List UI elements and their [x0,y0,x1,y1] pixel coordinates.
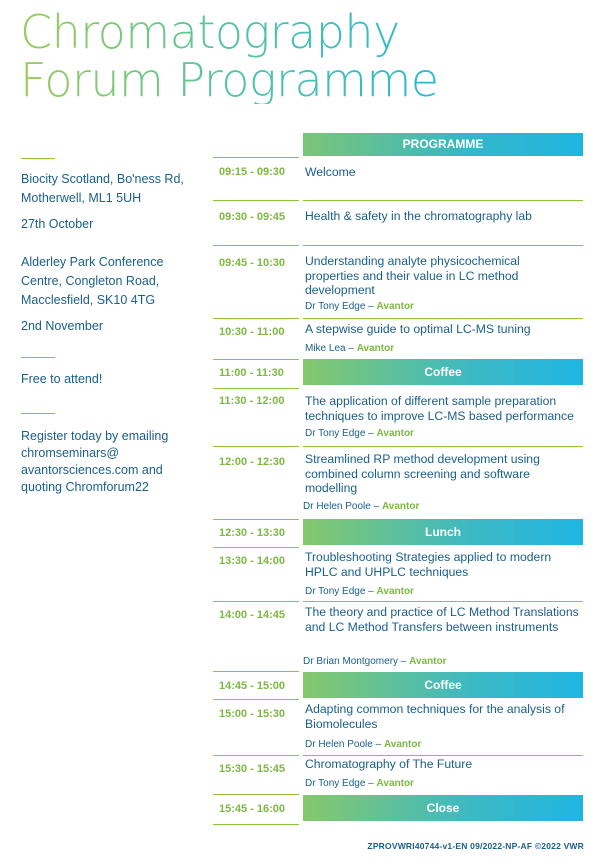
session-time: 12:00 - 12:30 [219,456,286,468]
session-speaker: Mike Lea – Avantor [305,343,395,354]
speaker-org: Avantor [381,501,420,512]
session-speaker: Dr Tony Edge – Avantor [305,301,414,312]
speaker-org: Avantor [409,656,447,667]
row-divider [303,601,583,602]
sidebar-divider [21,158,55,159]
session-title: The theory and practice of LC Method Translations and LC Method Transfers between instruments [305,605,579,634]
break-bar-coffee: Coffee [303,359,583,385]
page-title [20,5,439,107]
speaker-org: Avantor [376,778,414,789]
session-speaker: Dr Tony Edge – Avantor [305,586,414,597]
session-time: 11:00 - 11:30 [219,367,284,379]
speaker-org: Avantor [356,343,395,354]
row-divider [213,245,299,246]
speaker-name: Mike Lea [305,343,346,354]
row-divider [213,755,299,756]
programme-header: PROGRAMME [303,133,583,156]
title-line-2: Forum Programme [20,53,439,107]
session-time: 11:30 - 12:00 [219,395,285,407]
session-time: 14:45 - 15:00 [219,680,286,692]
session-speaker: Dr Helen Poole – Avantor [305,739,422,750]
row-divider [213,359,299,360]
row-divider [303,446,583,447]
row-divider [303,200,583,201]
row-divider [213,519,299,520]
row-divider [213,318,299,319]
row-divider [303,755,583,756]
sidebar-divider [21,357,55,358]
session-title: Chromatography of The Future [305,757,473,771]
session-time: 15:45 - 16:00 [219,803,286,815]
break-bar-close: Close [303,795,583,821]
session-speaker: Dr Tony Edge – Avantor [305,428,414,439]
session-title: Troubleshooting Strategies applied to modern HPLC and UHPLC techniques [305,550,552,579]
venue-2: Alderley Park Conference Centre, Congleton Road, Macclesfield, SK10 4TG [21,255,164,307]
speaker-name: Dr Tony Edge [305,428,366,439]
document-reference: ZPROVWRI40744-v1-EN 09/2022-NP-AF ©2022 VWR [367,841,584,851]
row-divider [213,601,299,602]
session-title: A stepwise guide to optimal LC-MS tuning [305,322,531,336]
row-divider [213,157,299,158]
session-title: The application of different sample preparation techniques to improve LC-MS based performance [305,394,574,423]
row-divider [213,446,299,447]
date-2: 2nd November [21,319,103,333]
session-speaker: Dr Tony Edge – Avantor [305,778,414,789]
venue-1: Biocity Scotland, Bo'ness Rd, Motherwell, ML1 5UH [21,172,184,205]
sidebar-divider [21,413,55,414]
row-divider [213,547,299,548]
speaker-name: Dr Tony Edge [305,301,366,312]
break-bar-coffee: Coffee [303,672,583,698]
row-divider [213,794,299,795]
speaker-name: Dr Helen Poole [305,739,373,750]
session-title: Health & safety in the chromatography lab [305,209,532,223]
session-time: 12:30 - 13:30 [219,527,286,539]
session-time: 09:30 - 09:45 [219,211,286,223]
title-line-1: Chromatography [20,5,400,59]
speaker-org: Avantor [376,586,414,597]
session-time: 14:00 - 14:45 [219,609,286,621]
row-divider [213,388,299,389]
session-title: Understanding analyte physicochemical properties and their value in LC method development [305,254,520,297]
row-divider [303,245,583,246]
session-speaker: Dr Helen Poole – Avantor [303,501,420,512]
session-time: 15:30 - 15:45 [219,763,286,775]
speaker-org: Avantor [383,739,422,750]
break-bar-lunch: Lunch [303,519,583,545]
speaker-org: Avantor [376,301,414,312]
session-title: Adapting common techniques for the analysis of Biomolecules [305,702,565,731]
row-divider [213,699,299,700]
speaker-name: Dr Brian Montgomery [303,656,399,667]
register-info: Register today by emailing chromseminars@ avantorsciences.com and quoting Chromforum22 [21,429,169,494]
session-time: 10:30 - 11:00 [219,326,285,338]
row-divider [213,200,299,201]
speaker-org: Avantor [376,428,414,439]
session-speaker: Dr Brian Montgomery – Avantor [303,656,447,667]
free-admission: Free to attend! [21,372,103,386]
row-divider [303,318,583,319]
row-divider [213,824,299,825]
session-time: 15:00 - 15:30 [219,708,286,720]
row-divider [213,671,299,672]
speaker-name: Dr Tony Edge [305,778,366,789]
session-time: 13:30 - 14:00 [219,555,286,567]
session-title: Streamlined RP method development using combined column screening and software modelling [305,452,540,495]
speaker-name: Dr Helen Poole [303,501,371,512]
session-time: 09:45 - 10:30 [219,257,286,269]
speaker-name: Dr Tony Edge [305,586,366,597]
session-time: 09:15 - 09:30 [219,166,286,178]
session-title: Welcome [305,165,356,179]
date-1: 27th October [21,217,94,231]
